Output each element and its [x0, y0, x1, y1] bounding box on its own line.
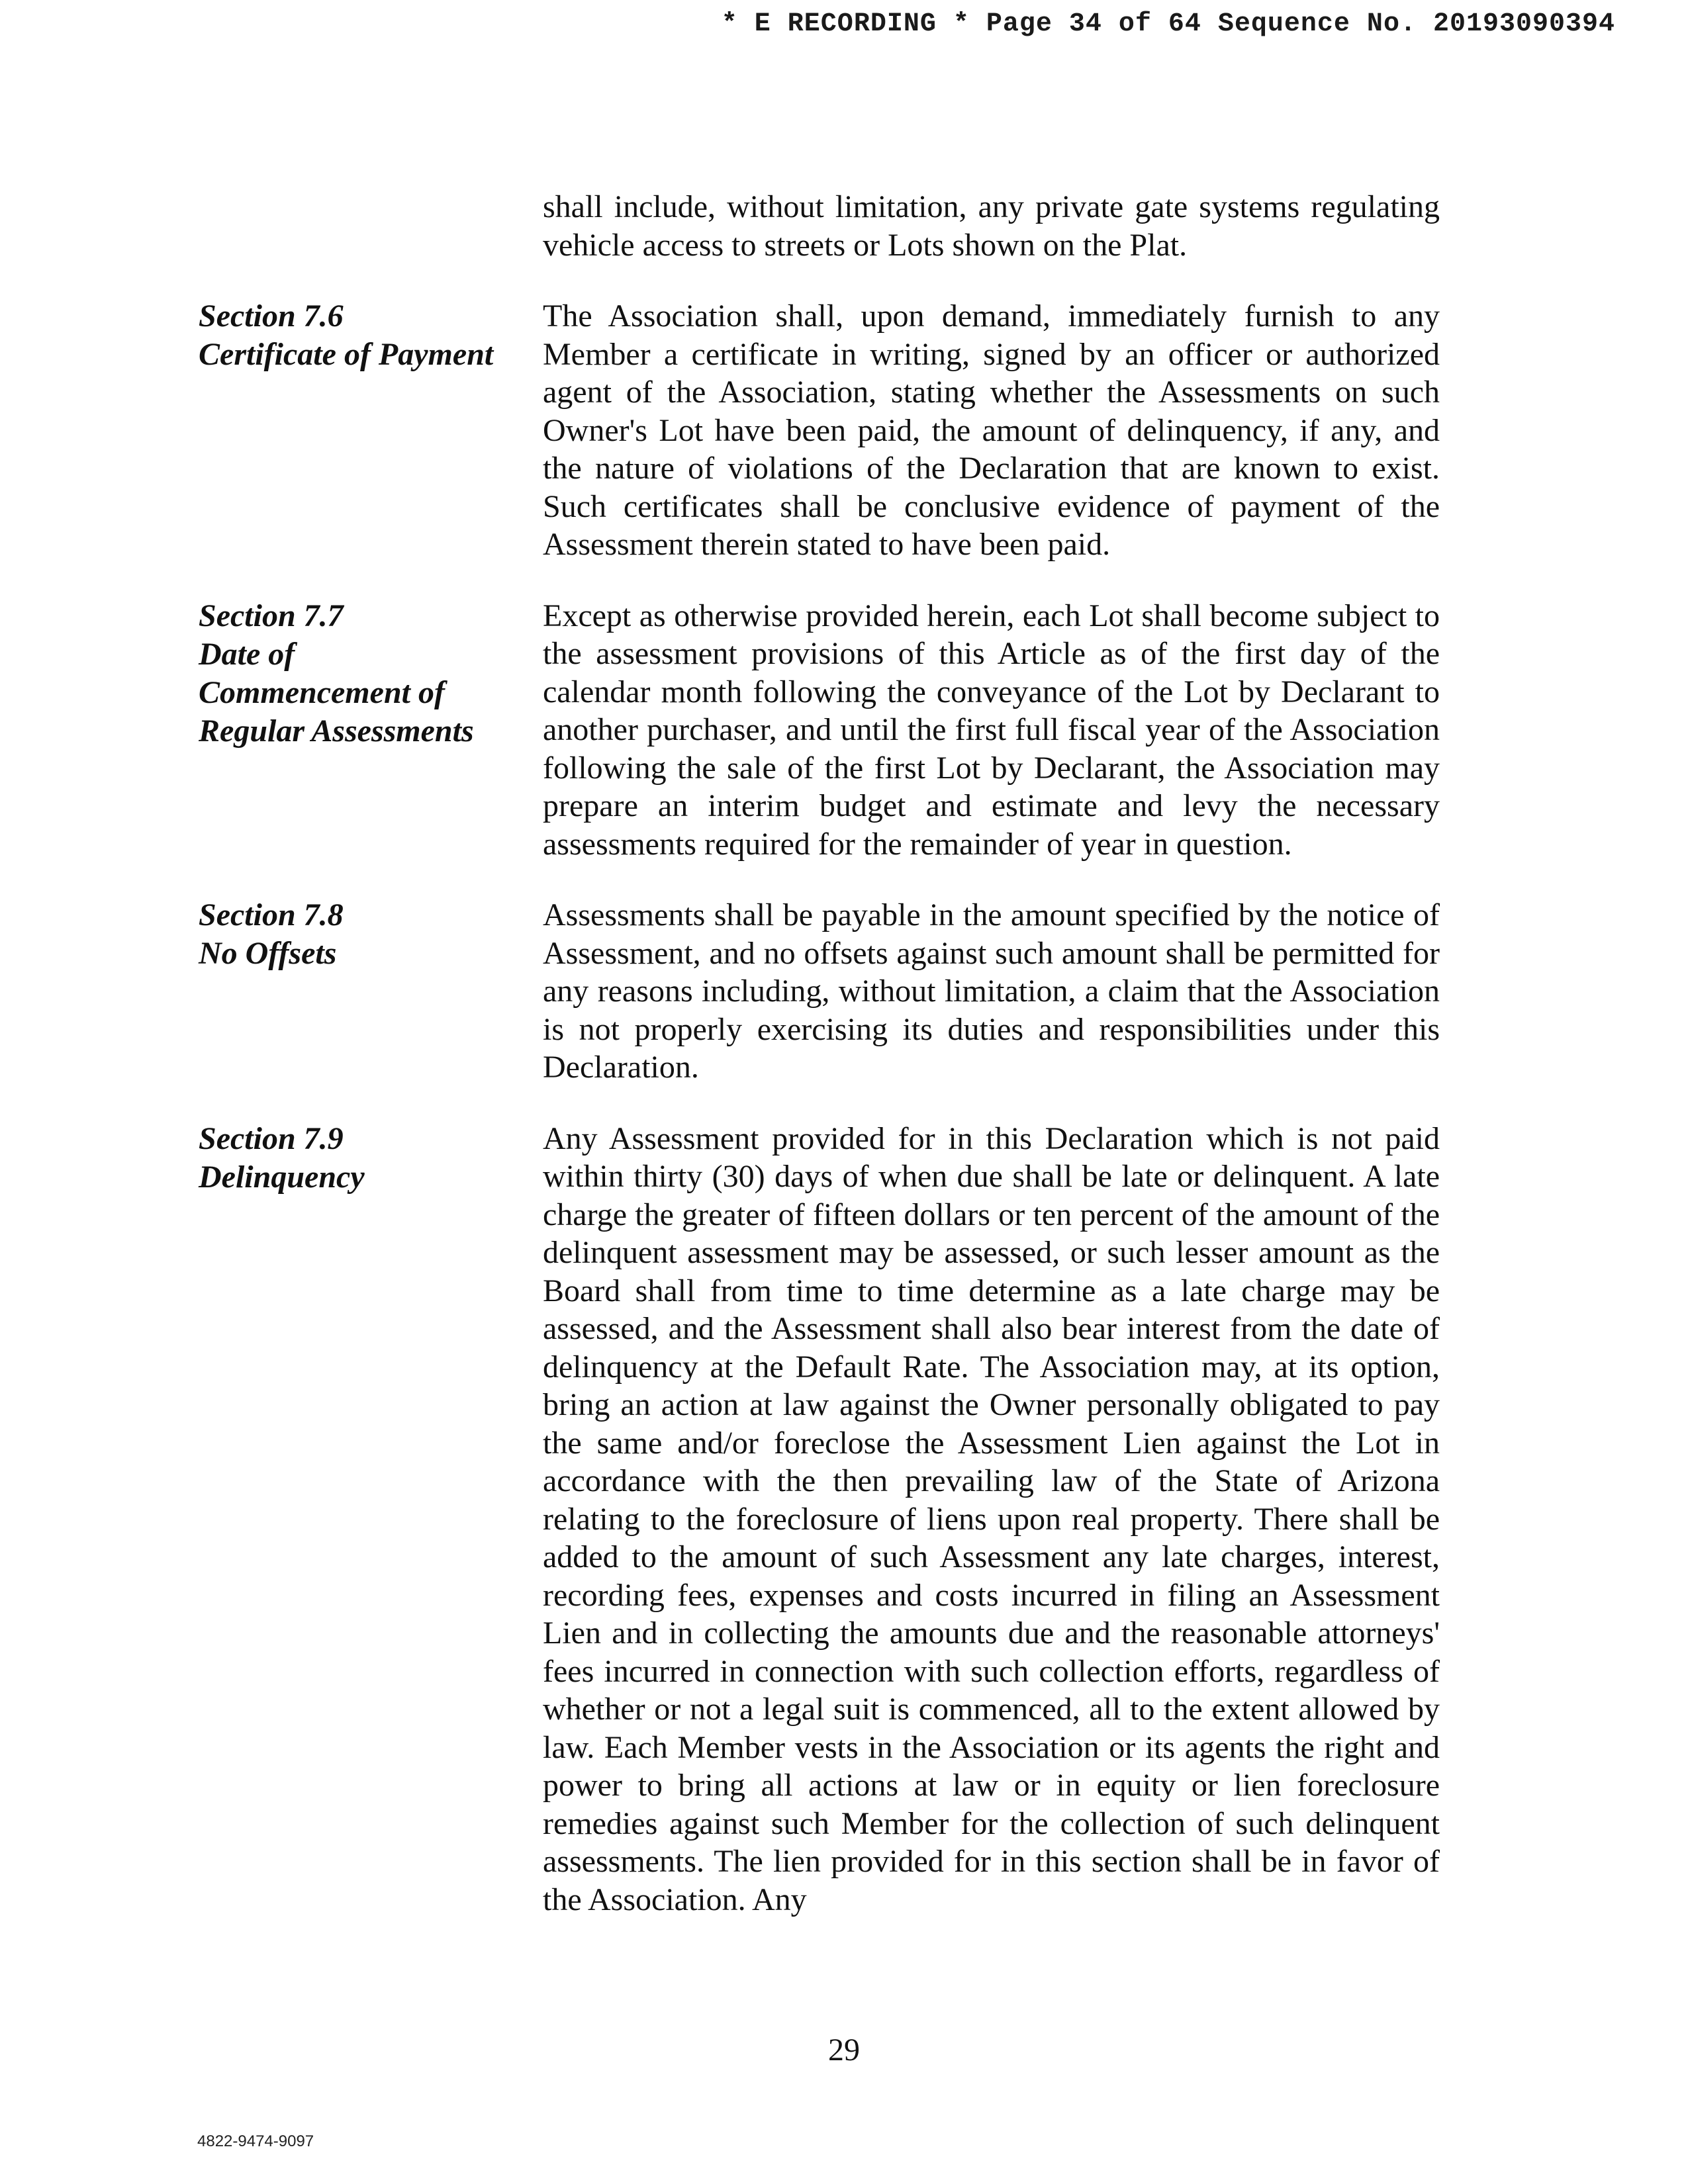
recording-header: * E RECORDING * Page 34 of 64 Sequence No. 20193090394: [721, 9, 1615, 39]
section-label: [199, 597, 516, 751]
section-number: Section 7.6: [199, 298, 344, 334]
continuation-text: shall include, without limitation, any private gate systems regulating vehicle access to streets or Lots shown on the Plat.: [543, 189, 1440, 263]
section-title: No Offsets: [199, 936, 337, 971]
section-7-7: [199, 597, 1443, 864]
section-title: Commencement of: [199, 674, 445, 710]
document-id: 4822-9474-9097: [197, 2132, 314, 2150]
section-text: The Association shall, upon demand, immediately furnish to any Member a certificate in writing, signed by an officer or authorized agent of the Association, stating whether the Assessments on such Owner's Lot have been paid, the amount of delinquency, if any, and the nature of violations of the Declaration that are known to exist. Such certificates shall be conclusive evidence of payment of the Assessment therein stated to have been paid.: [543, 298, 1440, 562]
continuation-paragraph: [199, 188, 1443, 264]
section-number: Section 7.8: [199, 897, 344, 933]
section-number: Section 7.7: [199, 598, 344, 633]
page-number: 29: [828, 2032, 860, 2068]
section-text: Except as otherwise provided herein, each Lot shall become subject to the assessment provisions of this Article as of the first day of the calendar month following the conveyance of the Lot by Declarant to another purchaser, and until the first full fiscal year of the Association following the sale of the first Lot by Declarant, the Association may prepare an interim budget and estimate and levy the necessary assessments required for the remainder of year in question.: [543, 598, 1440, 862]
section-7-8: [199, 896, 1443, 1087]
section-number: Section 7.9: [199, 1120, 344, 1156]
section-label: [199, 1120, 516, 1197]
section-title: Regular Assessments: [199, 713, 474, 749]
section-label: [199, 896, 516, 973]
section-label: [199, 297, 516, 374]
section-7-6: [199, 297, 1443, 564]
section-title: Date of: [199, 636, 295, 672]
section-7-9: [199, 1120, 1443, 1919]
section-text: Assessments shall be payable in the amount specified by the notice of Assessment, and no offsets against such amount shall be permitted for any reasons including, without limitation, a claim that the Association is not properly exercising its duties and responsibilities under this Declaration.: [543, 897, 1440, 1085]
section-title: Certificate of Payment: [199, 337, 494, 372]
section-title: Delinquency: [199, 1159, 365, 1195]
section-text: Any Assessment provided for in this Declaration which is not paid within thirty (30) days of when due shall be late or delinquent. A late charge the greater of fifteen dollars or ten percent of the amount of the delinquent assessment may be assessed, or such lesser amount as the Board shall from time to time determine as a late charge may be assessed, and the Assessment shall also bear interest from the date of delinquency at the Default Rate. The Association may, at its option, bring an action at law against the Owner personally obligated to pay the same and/or foreclose the Assessment Lien against the Lot in accordance with the then prevailing law of the State of Arizona relating to the foreclosure of liens upon real property. There shall be added to the amount of such Assessment any late charges, interest, recording fees, expenses and costs incurred in filing an Assessment Lien and in collecting the amounts due and the reasonable attorneys' fees incurred in connection with such collection efforts, regardless of whether or not a legal suit is commenced, all to the extent allowed by law. Each Member vests in the Association or its agents the right and power to bring all actions at law or in equity or lien foreclosure remedies against such Member for the collection of such delinquent assessments. The lien provided for in this section shall be in favor of the Association. Any: [543, 1120, 1440, 1917]
document-body: [199, 188, 1443, 1952]
